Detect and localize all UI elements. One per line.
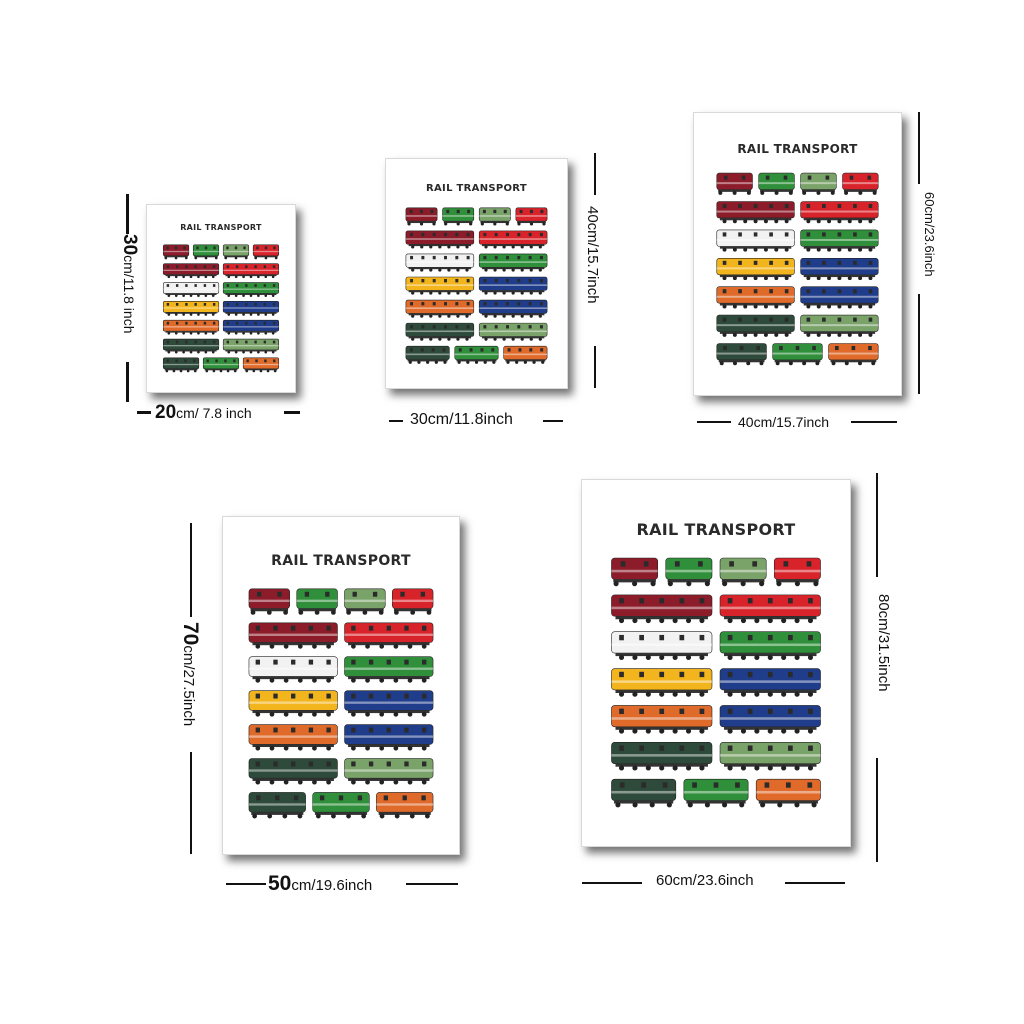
locomotive-icon: [717, 230, 795, 252]
locomotive-icon: [406, 323, 474, 341]
poster-title: RAIL TRANSPORT: [426, 183, 527, 194]
poster-title: RAIL TRANSPORT: [180, 223, 262, 232]
width-label-20x30: 20cm/ 7.8 inch: [155, 402, 252, 423]
locomotive-icon: [843, 173, 879, 195]
poster-title: RAIL TRANSPORT: [271, 553, 411, 569]
locomotive-icon: [406, 346, 449, 364]
locomotive-icon: [774, 558, 820, 586]
height-line-bottom: [918, 294, 920, 394]
height-line-bottom: [876, 758, 878, 862]
locomotive-icon: [249, 759, 338, 785]
width-label-60x80: 60cm/23.6inch: [656, 872, 754, 889]
locomotive-icon: [163, 245, 189, 259]
locomotive-icon: [406, 277, 474, 295]
locomotive-icon: [611, 632, 712, 660]
locomotive-icon: [223, 245, 249, 259]
locomotive-icon: [720, 558, 766, 586]
locomotive-icon: [345, 657, 434, 683]
locomotive-icon: [829, 344, 879, 366]
locomotive-icon: [163, 264, 219, 278]
locomotive-icon: [203, 358, 239, 372]
poster-40x60: [693, 112, 902, 396]
height-line-bottom: [190, 752, 192, 854]
height-label-30x40: 40cm/15.7inch: [584, 206, 601, 304]
locomotive-icon: [223, 301, 279, 315]
width-line-left: [389, 420, 403, 422]
width-label-30x40: 30cm/11.8inch: [410, 411, 513, 428]
locomotive-icon: [392, 589, 433, 615]
locomotive-icon: [223, 283, 279, 297]
locomotive-icon: [243, 358, 279, 372]
locomotive-icon: [611, 779, 675, 807]
locomotive-icon: [479, 300, 547, 318]
width-line-right: [406, 883, 458, 885]
height-line-top: [876, 473, 878, 577]
locomotive-icon: [163, 339, 219, 353]
locomotive-icon: [223, 320, 279, 334]
locomotive-icon: [193, 245, 219, 259]
locomotive-icon: [249, 589, 290, 615]
height-line-top: [918, 112, 920, 184]
poster-title: RAIL TRANSPORT: [737, 142, 858, 156]
locomotive-icon: [163, 320, 219, 334]
height-label-40x60: 60cm/23.6inch: [922, 192, 937, 277]
poster-60x80: [581, 479, 851, 847]
locomotive-icon: [479, 254, 547, 272]
locomotive-icon: [345, 691, 434, 717]
locomotive-icon: [376, 792, 433, 818]
locomotive-icon: [516, 208, 547, 226]
locomotive-icon: [801, 230, 879, 252]
locomotive-icon: [479, 277, 547, 295]
locomotive-icon: [406, 231, 474, 249]
locomotive-icon: [249, 623, 338, 649]
locomotive-icon: [717, 258, 795, 280]
locomotive-icon: [345, 759, 434, 785]
width-line-left: [137, 411, 151, 414]
width-label-50x70: 50cm/19.6inch: [268, 872, 373, 895]
locomotive-icon: [223, 264, 279, 278]
locomotive-icon: [801, 202, 879, 224]
locomotive-icon: [479, 323, 547, 341]
poster-title: RAIL TRANSPORT: [636, 520, 796, 539]
height-line-bottom: [126, 362, 129, 402]
locomotive-icon: [479, 208, 510, 226]
width-line-right: [851, 421, 897, 423]
width-line-left: [226, 883, 266, 885]
locomotive-icon: [611, 669, 712, 697]
poster-20x30: [146, 204, 296, 393]
locomotive-icon: [249, 657, 338, 683]
locomotive-icon: [801, 173, 837, 195]
locomotive-icon: [666, 558, 712, 586]
locomotive-icon: [249, 725, 338, 751]
height-line-bottom: [594, 346, 596, 388]
locomotive-icon: [801, 287, 879, 309]
locomotive-icon: [720, 595, 821, 623]
height-label-50x70: 70cm/27.5inch: [179, 622, 202, 727]
locomotive-icon: [759, 173, 795, 195]
locomotive-icon: [611, 705, 712, 733]
locomotive-icon: [720, 705, 821, 733]
train-illustrations: [147, 205, 295, 392]
locomotive-icon: [443, 208, 474, 226]
locomotive-icon: [249, 792, 306, 818]
locomotive-icon: [249, 691, 338, 717]
height-label-20x30: 30cm/11.8 inch: [119, 234, 140, 334]
locomotive-icon: [717, 344, 767, 366]
locomotive-icon: [345, 589, 386, 615]
locomotive-icon: [479, 231, 547, 249]
locomotive-icon: [720, 632, 821, 660]
locomotive-icon: [163, 358, 199, 372]
width-line-right: [284, 411, 300, 414]
poster-50x70: [222, 516, 460, 855]
locomotive-icon: [313, 792, 370, 818]
width-line-left: [697, 421, 731, 423]
locomotive-icon: [406, 300, 474, 318]
height-line-top: [594, 153, 596, 195]
locomotive-icon: [773, 344, 823, 366]
locomotive-icon: [163, 301, 219, 315]
locomotive-icon: [611, 595, 712, 623]
height-line-top: [126, 194, 129, 234]
locomotive-icon: [756, 779, 820, 807]
width-line-left: [582, 882, 642, 884]
locomotive-icon: [504, 346, 547, 364]
locomotive-icon: [406, 208, 437, 226]
locomotive-icon: [801, 258, 879, 280]
height-label-60x80: 80cm/31.5inch: [875, 594, 892, 692]
locomotive-icon: [611, 558, 657, 586]
width-label-40x60: 40cm/15.7inch: [738, 414, 830, 430]
locomotive-icon: [717, 173, 753, 195]
locomotive-icon: [717, 202, 795, 224]
locomotive-icon: [717, 287, 795, 309]
locomotive-icon: [720, 742, 821, 770]
locomotive-icon: [717, 315, 795, 337]
width-line-right: [785, 882, 845, 884]
locomotive-icon: [253, 245, 279, 259]
locomotive-icon: [684, 779, 748, 807]
locomotive-icon: [720, 669, 821, 697]
poster-30x40: [385, 158, 568, 389]
height-line-top: [190, 523, 192, 617]
width-line-right: [543, 420, 563, 422]
locomotive-icon: [406, 254, 474, 272]
locomotive-icon: [223, 339, 279, 353]
locomotive-icon: [345, 623, 434, 649]
locomotive-icon: [163, 283, 219, 297]
locomotive-icon: [455, 346, 498, 364]
locomotive-icon: [801, 315, 879, 337]
locomotive-icon: [611, 742, 712, 770]
locomotive-icon: [297, 589, 338, 615]
locomotive-icon: [345, 725, 434, 751]
